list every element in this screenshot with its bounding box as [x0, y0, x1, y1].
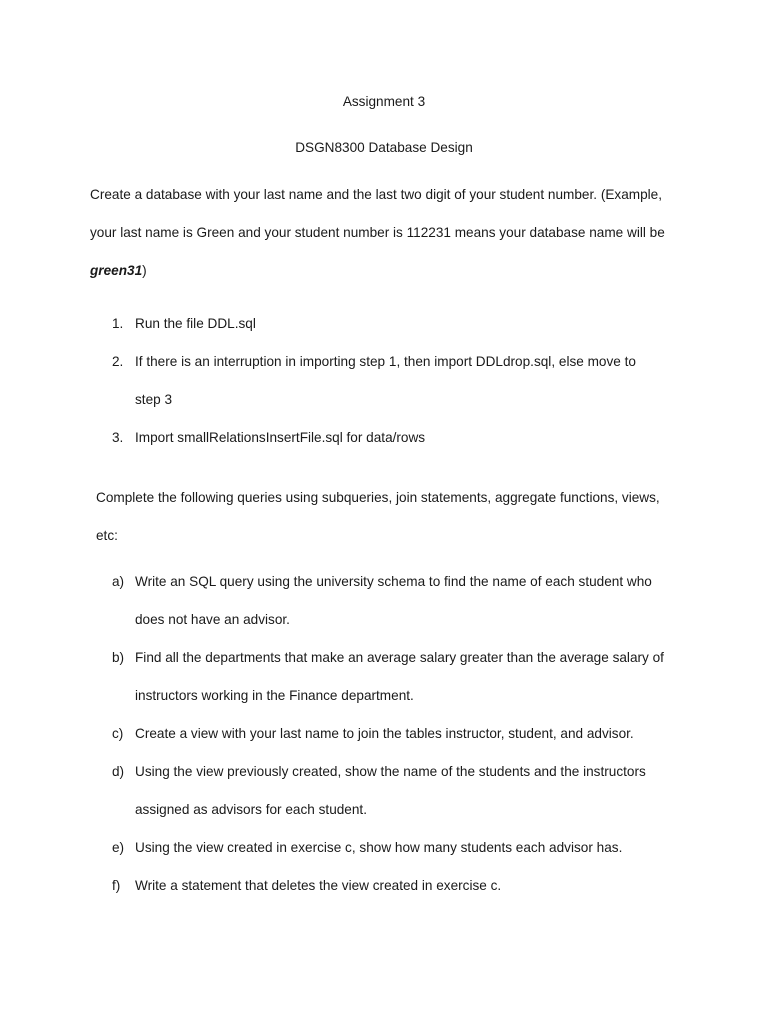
list-item	[90, 343, 690, 419]
list-item-text: Run the file DDL.sql	[135, 316, 256, 331]
list-item	[90, 419, 690, 457]
list-marker: d)	[112, 764, 125, 779]
list-item-text: Using the view previously created, show the name of the students and the instructors	[135, 764, 646, 779]
list-item-text: step 3	[135, 392, 173, 407]
list-item	[90, 753, 690, 829]
list-item	[90, 563, 690, 639]
list-item-text: Write a statement that deletes the view created in exercise c.	[135, 878, 502, 893]
example-db-name: green31	[90, 263, 143, 278]
intro-paragraph	[90, 176, 690, 290]
list-item-text: Create a view with your last name to join the tables instructor, student, and advisor.	[135, 726, 634, 741]
intro-line-example	[90, 252, 690, 290]
list-item-text: Find all the departments that make an average salary greater than the average salary of	[135, 650, 664, 665]
assignment-title: Assignment 3	[342, 94, 426, 109]
list-marker: f)	[112, 878, 121, 893]
list-marker: 3.	[112, 430, 124, 445]
queries-intro-line: etc:	[96, 528, 118, 543]
queries-intro-paragraph	[96, 479, 696, 555]
setup-steps-list	[90, 305, 690, 457]
list-item	[90, 305, 690, 343]
list-item-text: Write an SQL query using the university schema to find the name of each student who	[135, 574, 652, 589]
list-item-text: Import smallRelationsInsertFile.sql for data/rows	[135, 430, 426, 445]
list-marker: c)	[112, 726, 124, 741]
intro-line: your last name is Green and your student number is 112231 means your database name will be	[90, 225, 665, 240]
list-item-text: Using the view created in exercise c, show how many students each advisor has.	[135, 840, 623, 855]
list-item	[90, 829, 690, 867]
list-item	[90, 867, 690, 905]
list-marker: 2.	[112, 354, 124, 369]
list-marker: 1.	[112, 316, 124, 331]
list-item	[90, 715, 690, 753]
intro-line: Create a database with your last name and the last two digit of your student number. (Example,	[90, 187, 663, 202]
list-marker: e)	[112, 840, 125, 855]
list-item-text: If there is an interruption in importing step 1, then import DDLdrop.sql, else move to	[135, 354, 636, 369]
list-marker: b)	[112, 650, 125, 665]
course-title: DSGN8300 Database Design	[295, 140, 473, 155]
list-item-text: assigned as advisors for each student.	[135, 802, 367, 817]
queries-intro-line: Complete the following queries using subqueries, join statements, aggregate functions, views,	[96, 490, 660, 505]
list-marker: a)	[112, 574, 125, 589]
intro-closing: )	[142, 263, 147, 278]
list-item-text: does not have an advisor.	[135, 612, 290, 627]
list-item	[90, 639, 690, 715]
list-item-text: instructors working in the Finance department.	[135, 688, 414, 703]
queries-list	[90, 563, 690, 905]
